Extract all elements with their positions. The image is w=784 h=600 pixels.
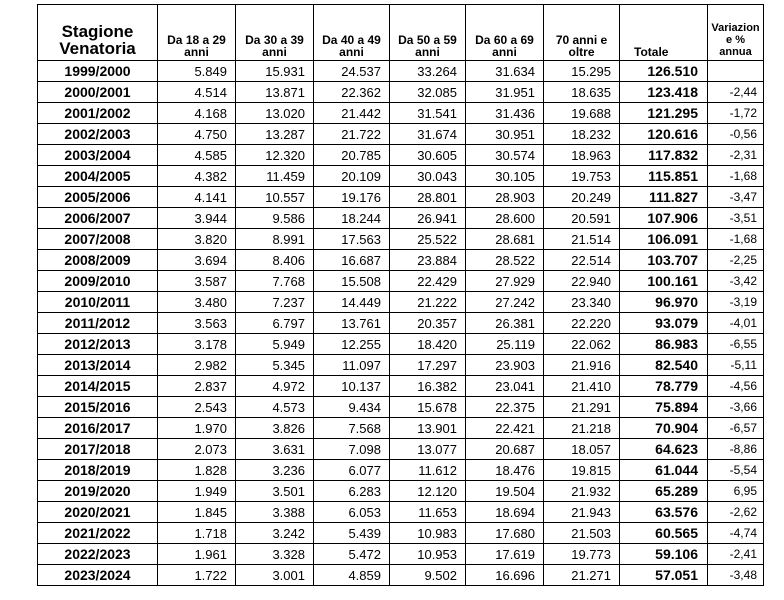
cell-age-50-59: 13.077 bbox=[390, 439, 466, 460]
table-row bbox=[38, 61, 764, 82]
cell-variation: -2,41 bbox=[708, 544, 764, 565]
cell-age-50-59: 15.678 bbox=[390, 397, 466, 418]
cell-age-30-39: 3.328 bbox=[236, 544, 314, 565]
cell-age-60-69: 18.694 bbox=[466, 502, 544, 523]
cell-age-60-69: 18.476 bbox=[466, 460, 544, 481]
cell-variation: -5,54 bbox=[708, 460, 764, 481]
cell-season: 2018/2019 bbox=[38, 460, 158, 481]
cell-total: 126.510 bbox=[620, 61, 708, 82]
cell-age-40-49: 15.508 bbox=[314, 271, 390, 292]
header-season-line1: Stagione bbox=[61, 22, 134, 41]
table-row bbox=[38, 439, 764, 460]
cell-age-50-59: 23.884 bbox=[390, 250, 466, 271]
cell-age-70-plus: 21.514 bbox=[544, 229, 620, 250]
cell-season: 2000/2001 bbox=[38, 82, 158, 103]
header-variation-line3: annua bbox=[719, 46, 752, 58]
table-row bbox=[38, 271, 764, 292]
cell-age-18-29: 4.750 bbox=[158, 124, 236, 145]
header-age-70-plus-line2: oltre bbox=[568, 45, 595, 59]
cell-age-60-69: 31.634 bbox=[466, 61, 544, 82]
cell-age-50-59: 22.429 bbox=[390, 271, 466, 292]
cell-age-40-49: 12.255 bbox=[314, 334, 390, 355]
table-row bbox=[38, 418, 764, 439]
cell-age-70-plus: 18.232 bbox=[544, 124, 620, 145]
cell-age-60-69: 28.522 bbox=[466, 250, 544, 271]
cell-season: 1999/2000 bbox=[38, 61, 158, 82]
cell-age-40-49: 21.442 bbox=[314, 103, 390, 124]
cell-variation: -3,66 bbox=[708, 397, 764, 418]
header-variation bbox=[708, 5, 764, 61]
cell-age-30-39: 10.557 bbox=[236, 187, 314, 208]
header-age-60-69-line1: Da 60 a 69 bbox=[475, 33, 534, 47]
cell-age-70-plus: 21.932 bbox=[544, 481, 620, 502]
cell-variation: -5,11 bbox=[708, 355, 764, 376]
cell-variation bbox=[708, 61, 764, 82]
cell-age-18-29: 4.514 bbox=[158, 82, 236, 103]
cell-age-60-69: 22.375 bbox=[466, 397, 544, 418]
cell-age-70-plus: 21.503 bbox=[544, 523, 620, 544]
cell-age-30-39: 12.320 bbox=[236, 145, 314, 166]
cell-age-40-49: 4.859 bbox=[314, 565, 390, 586]
cell-age-60-69: 26.381 bbox=[466, 313, 544, 334]
cell-age-40-49: 20.109 bbox=[314, 166, 390, 187]
cell-age-40-49: 20.785 bbox=[314, 145, 390, 166]
cell-season: 2010/2011 bbox=[38, 292, 158, 313]
cell-age-40-49: 11.097 bbox=[314, 355, 390, 376]
cell-age-18-29: 3.694 bbox=[158, 250, 236, 271]
cell-total: 100.161 bbox=[620, 271, 708, 292]
cell-age-30-39: 13.871 bbox=[236, 82, 314, 103]
cell-age-60-69: 30.105 bbox=[466, 166, 544, 187]
table-row bbox=[38, 523, 764, 544]
cell-age-70-plus: 19.753 bbox=[544, 166, 620, 187]
cell-total: 59.106 bbox=[620, 544, 708, 565]
cell-age-18-29: 1.828 bbox=[158, 460, 236, 481]
header-age-40-49 bbox=[314, 5, 390, 61]
cell-age-30-39: 4.972 bbox=[236, 376, 314, 397]
cell-variation: -4,74 bbox=[708, 523, 764, 544]
cell-season: 2014/2015 bbox=[38, 376, 158, 397]
cell-age-18-29: 3.480 bbox=[158, 292, 236, 313]
cell-age-50-59: 28.801 bbox=[390, 187, 466, 208]
hunters-by-age-table bbox=[37, 4, 764, 586]
cell-variation: -3,51 bbox=[708, 208, 764, 229]
cell-age-70-plus: 21.291 bbox=[544, 397, 620, 418]
cell-age-18-29: 3.587 bbox=[158, 271, 236, 292]
cell-total: 82.540 bbox=[620, 355, 708, 376]
cell-age-60-69: 16.696 bbox=[466, 565, 544, 586]
cell-age-50-59: 20.357 bbox=[390, 313, 466, 334]
cell-age-50-59: 26.941 bbox=[390, 208, 466, 229]
cell-total: 60.565 bbox=[620, 523, 708, 544]
cell-age-60-69: 27.242 bbox=[466, 292, 544, 313]
cell-age-18-29: 4.382 bbox=[158, 166, 236, 187]
cell-age-30-39: 7.237 bbox=[236, 292, 314, 313]
cell-season: 2019/2020 bbox=[38, 481, 158, 502]
cell-age-70-plus: 22.514 bbox=[544, 250, 620, 271]
table-row bbox=[38, 250, 764, 271]
cell-season: 2011/2012 bbox=[38, 313, 158, 334]
cell-age-40-49: 16.687 bbox=[314, 250, 390, 271]
table-row bbox=[38, 565, 764, 586]
table-row bbox=[38, 355, 764, 376]
cell-age-60-69: 28.903 bbox=[466, 187, 544, 208]
cell-total: 57.051 bbox=[620, 565, 708, 586]
cell-age-30-39: 3.826 bbox=[236, 418, 314, 439]
cell-season: 2021/2022 bbox=[38, 523, 158, 544]
cell-total: 93.079 bbox=[620, 313, 708, 334]
cell-total: 111.827 bbox=[620, 187, 708, 208]
cell-age-50-59: 10.983 bbox=[390, 523, 466, 544]
table-row bbox=[38, 124, 764, 145]
cell-variation: -3,42 bbox=[708, 271, 764, 292]
cell-age-60-69: 28.600 bbox=[466, 208, 544, 229]
cell-age-30-39: 8.406 bbox=[236, 250, 314, 271]
header-age-18-29-line1: Da 18 a 29 bbox=[167, 33, 226, 47]
cell-variation: -2,62 bbox=[708, 502, 764, 523]
cell-age-30-39: 3.242 bbox=[236, 523, 314, 544]
cell-age-50-59: 25.522 bbox=[390, 229, 466, 250]
cell-age-70-plus: 18.057 bbox=[544, 439, 620, 460]
cell-age-18-29: 1.845 bbox=[158, 502, 236, 523]
cell-season: 2001/2002 bbox=[38, 103, 158, 124]
cell-age-70-plus: 21.218 bbox=[544, 418, 620, 439]
cell-total: 96.970 bbox=[620, 292, 708, 313]
cell-season: 2023/2024 bbox=[38, 565, 158, 586]
cell-season: 2002/2003 bbox=[38, 124, 158, 145]
cell-age-30-39: 3.388 bbox=[236, 502, 314, 523]
cell-age-70-plus: 15.295 bbox=[544, 61, 620, 82]
cell-total: 65.289 bbox=[620, 481, 708, 502]
cell-age-70-plus: 21.410 bbox=[544, 376, 620, 397]
cell-age-60-69: 17.619 bbox=[466, 544, 544, 565]
cell-age-60-69: 22.421 bbox=[466, 418, 544, 439]
cell-age-40-49: 6.077 bbox=[314, 460, 390, 481]
cell-age-50-59: 33.264 bbox=[390, 61, 466, 82]
cell-age-60-69: 30.574 bbox=[466, 145, 544, 166]
cell-variation: -6,55 bbox=[708, 334, 764, 355]
cell-age-30-39: 4.573 bbox=[236, 397, 314, 418]
cell-total: 115.851 bbox=[620, 166, 708, 187]
cell-variation: -3,47 bbox=[708, 187, 764, 208]
cell-age-30-39: 15.931 bbox=[236, 61, 314, 82]
cell-age-30-39: 5.345 bbox=[236, 355, 314, 376]
cell-total: 70.904 bbox=[620, 418, 708, 439]
header-season-line2: Venatoria bbox=[59, 39, 136, 58]
cell-age-50-59: 18.420 bbox=[390, 334, 466, 355]
cell-age-50-59: 10.953 bbox=[390, 544, 466, 565]
cell-age-40-49: 10.137 bbox=[314, 376, 390, 397]
cell-age-40-49: 7.568 bbox=[314, 418, 390, 439]
cell-age-40-49: 19.176 bbox=[314, 187, 390, 208]
cell-variation: -2,44 bbox=[708, 82, 764, 103]
header-season bbox=[38, 5, 158, 61]
cell-total: 61.044 bbox=[620, 460, 708, 481]
cell-season: 2004/2005 bbox=[38, 166, 158, 187]
cell-total: 123.418 bbox=[620, 82, 708, 103]
cell-variation: -2,31 bbox=[708, 145, 764, 166]
cell-age-70-plus: 22.220 bbox=[544, 313, 620, 334]
header-age-30-39-line2: anni bbox=[262, 45, 287, 59]
cell-age-18-29: 1.949 bbox=[158, 481, 236, 502]
cell-age-60-69: 23.903 bbox=[466, 355, 544, 376]
cell-age-60-69: 25.119 bbox=[466, 334, 544, 355]
cell-variation: -4,56 bbox=[708, 376, 764, 397]
table-row bbox=[38, 376, 764, 397]
cell-season: 2015/2016 bbox=[38, 397, 158, 418]
cell-age-40-49: 22.362 bbox=[314, 82, 390, 103]
cell-age-30-39: 8.991 bbox=[236, 229, 314, 250]
cell-age-50-59: 11.612 bbox=[390, 460, 466, 481]
cell-age-50-59: 17.297 bbox=[390, 355, 466, 376]
cell-age-40-49: 7.098 bbox=[314, 439, 390, 460]
cell-age-70-plus: 22.940 bbox=[544, 271, 620, 292]
cell-age-30-39: 13.020 bbox=[236, 103, 314, 124]
cell-age-30-39: 6.797 bbox=[236, 313, 314, 334]
cell-age-70-plus: 19.815 bbox=[544, 460, 620, 481]
cell-age-40-49: 5.439 bbox=[314, 523, 390, 544]
cell-age-50-59: 30.605 bbox=[390, 145, 466, 166]
header-age-30-39-line1: Da 30 a 39 bbox=[245, 33, 304, 47]
cell-age-70-plus: 22.062 bbox=[544, 334, 620, 355]
cell-age-70-plus: 21.271 bbox=[544, 565, 620, 586]
cell-variation: -8,86 bbox=[708, 439, 764, 460]
cell-age-70-plus: 18.963 bbox=[544, 145, 620, 166]
cell-total: 121.295 bbox=[620, 103, 708, 124]
cell-age-50-59: 11.653 bbox=[390, 502, 466, 523]
cell-age-18-29: 4.585 bbox=[158, 145, 236, 166]
table-row bbox=[38, 313, 764, 334]
table-row bbox=[38, 82, 764, 103]
table-row bbox=[38, 292, 764, 313]
cell-age-30-39: 3.501 bbox=[236, 481, 314, 502]
cell-age-70-plus: 19.688 bbox=[544, 103, 620, 124]
table-row bbox=[38, 103, 764, 124]
header-age-40-49-line2: anni bbox=[339, 45, 364, 59]
header-age-70-plus bbox=[544, 5, 620, 61]
header-variation-line1: Variazion bbox=[711, 22, 760, 34]
cell-age-40-49: 17.563 bbox=[314, 229, 390, 250]
table-row bbox=[38, 334, 764, 355]
cell-season: 2007/2008 bbox=[38, 229, 158, 250]
cell-variation: -0,56 bbox=[708, 124, 764, 145]
table-row bbox=[38, 229, 764, 250]
cell-age-70-plus: 23.340 bbox=[544, 292, 620, 313]
cell-age-18-29: 2.982 bbox=[158, 355, 236, 376]
cell-age-60-69: 31.436 bbox=[466, 103, 544, 124]
cell-age-18-29: 2.073 bbox=[158, 439, 236, 460]
cell-age-18-29: 4.168 bbox=[158, 103, 236, 124]
cell-age-60-69: 27.929 bbox=[466, 271, 544, 292]
cell-age-18-29: 2.837 bbox=[158, 376, 236, 397]
cell-season: 2020/2021 bbox=[38, 502, 158, 523]
cell-age-50-59: 31.674 bbox=[390, 124, 466, 145]
header-age-18-29-line2: anni bbox=[184, 45, 209, 59]
cell-variation: -6,57 bbox=[708, 418, 764, 439]
table-row bbox=[38, 502, 764, 523]
cell-age-60-69: 17.680 bbox=[466, 523, 544, 544]
cell-age-18-29: 2.543 bbox=[158, 397, 236, 418]
header-age-30-39 bbox=[236, 5, 314, 61]
cell-variation: -3,48 bbox=[708, 565, 764, 586]
cell-age-18-29: 3.944 bbox=[158, 208, 236, 229]
header-age-40-49-line1: Da 40 a 49 bbox=[322, 33, 381, 47]
header-age-50-59-line1: Da 50 a 59 bbox=[398, 33, 457, 47]
cell-total: 103.707 bbox=[620, 250, 708, 271]
cell-age-40-49: 13.761 bbox=[314, 313, 390, 334]
cell-age-50-59: 13.901 bbox=[390, 418, 466, 439]
cell-variation: 6,95 bbox=[708, 481, 764, 502]
cell-age-18-29: 1.718 bbox=[158, 523, 236, 544]
table-row bbox=[38, 397, 764, 418]
cell-age-60-69: 23.041 bbox=[466, 376, 544, 397]
header-age-60-69 bbox=[466, 5, 544, 61]
cell-age-40-49: 6.053 bbox=[314, 502, 390, 523]
cell-season: 2005/2006 bbox=[38, 187, 158, 208]
cell-season: 2003/2004 bbox=[38, 145, 158, 166]
cell-variation: -4,01 bbox=[708, 313, 764, 334]
cell-total: 86.983 bbox=[620, 334, 708, 355]
header-variation-line2: e % bbox=[726, 34, 745, 46]
cell-variation: -1,72 bbox=[708, 103, 764, 124]
table-row bbox=[38, 166, 764, 187]
table-row bbox=[38, 481, 764, 502]
cell-age-60-69: 30.951 bbox=[466, 124, 544, 145]
cell-total: 117.832 bbox=[620, 145, 708, 166]
cell-age-18-29: 3.563 bbox=[158, 313, 236, 334]
cell-age-18-29: 4.141 bbox=[158, 187, 236, 208]
cell-age-70-plus: 20.591 bbox=[544, 208, 620, 229]
cell-age-60-69: 19.504 bbox=[466, 481, 544, 502]
cell-age-40-49: 6.283 bbox=[314, 481, 390, 502]
cell-season: 2016/2017 bbox=[38, 418, 158, 439]
cell-season: 2009/2010 bbox=[38, 271, 158, 292]
cell-age-50-59: 9.502 bbox=[390, 565, 466, 586]
cell-age-30-39: 13.287 bbox=[236, 124, 314, 145]
cell-age-50-59: 31.541 bbox=[390, 103, 466, 124]
cell-age-50-59: 12.120 bbox=[390, 481, 466, 502]
cell-age-40-49: 5.472 bbox=[314, 544, 390, 565]
header-age-50-59-line2: anni bbox=[415, 45, 440, 59]
cell-total: 64.623 bbox=[620, 439, 708, 460]
cell-age-18-29: 1.961 bbox=[158, 544, 236, 565]
cell-age-60-69: 28.681 bbox=[466, 229, 544, 250]
cell-variation: -3,19 bbox=[708, 292, 764, 313]
cell-variation: -1,68 bbox=[708, 229, 764, 250]
table-row bbox=[38, 208, 764, 229]
cell-age-70-plus: 21.943 bbox=[544, 502, 620, 523]
cell-total: 63.576 bbox=[620, 502, 708, 523]
header-age-50-59 bbox=[390, 5, 466, 61]
cell-age-18-29: 1.722 bbox=[158, 565, 236, 586]
cell-age-40-49: 21.722 bbox=[314, 124, 390, 145]
cell-age-18-29: 1.970 bbox=[158, 418, 236, 439]
cell-season: 2008/2009 bbox=[38, 250, 158, 271]
table-row bbox=[38, 460, 764, 481]
cell-age-50-59: 21.222 bbox=[390, 292, 466, 313]
header-age-18-29 bbox=[158, 5, 236, 61]
cell-age-30-39: 11.459 bbox=[236, 166, 314, 187]
cell-season: 2022/2023 bbox=[38, 544, 158, 565]
table-row bbox=[38, 145, 764, 166]
table-row bbox=[38, 187, 764, 208]
header-total: Totale bbox=[620, 5, 708, 61]
cell-age-30-39: 3.236 bbox=[236, 460, 314, 481]
cell-total: 107.906 bbox=[620, 208, 708, 229]
cell-season: 2017/2018 bbox=[38, 439, 158, 460]
cell-age-50-59: 32.085 bbox=[390, 82, 466, 103]
cell-age-40-49: 18.244 bbox=[314, 208, 390, 229]
cell-age-60-69: 31.951 bbox=[466, 82, 544, 103]
cell-total: 75.894 bbox=[620, 397, 708, 418]
table-row bbox=[38, 544, 764, 565]
cell-total: 78.779 bbox=[620, 376, 708, 397]
cell-age-50-59: 16.382 bbox=[390, 376, 466, 397]
cell-season: 2013/2014 bbox=[38, 355, 158, 376]
cell-age-30-39: 9.586 bbox=[236, 208, 314, 229]
cell-total: 106.091 bbox=[620, 229, 708, 250]
cell-age-50-59: 30.043 bbox=[390, 166, 466, 187]
hunters-table-container bbox=[37, 4, 764, 586]
table-body bbox=[38, 61, 764, 586]
cell-total: 120.616 bbox=[620, 124, 708, 145]
cell-variation: -2,25 bbox=[708, 250, 764, 271]
cell-age-30-39: 5.949 bbox=[236, 334, 314, 355]
cell-age-40-49: 24.537 bbox=[314, 61, 390, 82]
cell-age-30-39: 3.001 bbox=[236, 565, 314, 586]
cell-season: 2012/2013 bbox=[38, 334, 158, 355]
cell-age-70-plus: 20.249 bbox=[544, 187, 620, 208]
cell-age-30-39: 7.768 bbox=[236, 271, 314, 292]
cell-age-18-29: 5.849 bbox=[158, 61, 236, 82]
cell-age-30-39: 3.631 bbox=[236, 439, 314, 460]
cell-age-40-49: 14.449 bbox=[314, 292, 390, 313]
cell-age-18-29: 3.820 bbox=[158, 229, 236, 250]
cell-age-18-29: 3.178 bbox=[158, 334, 236, 355]
cell-season: 2006/2007 bbox=[38, 208, 158, 229]
cell-age-60-69: 20.687 bbox=[466, 439, 544, 460]
cell-age-70-plus: 18.635 bbox=[544, 82, 620, 103]
header-row bbox=[38, 5, 764, 61]
cell-variation: -1,68 bbox=[708, 166, 764, 187]
header-age-70-plus-line1: 70 anni e bbox=[555, 33, 608, 47]
cell-age-40-49: 9.434 bbox=[314, 397, 390, 418]
cell-age-70-plus: 21.916 bbox=[544, 355, 620, 376]
cell-age-70-plus: 19.773 bbox=[544, 544, 620, 565]
header-age-60-69-line2: anni bbox=[492, 45, 517, 59]
